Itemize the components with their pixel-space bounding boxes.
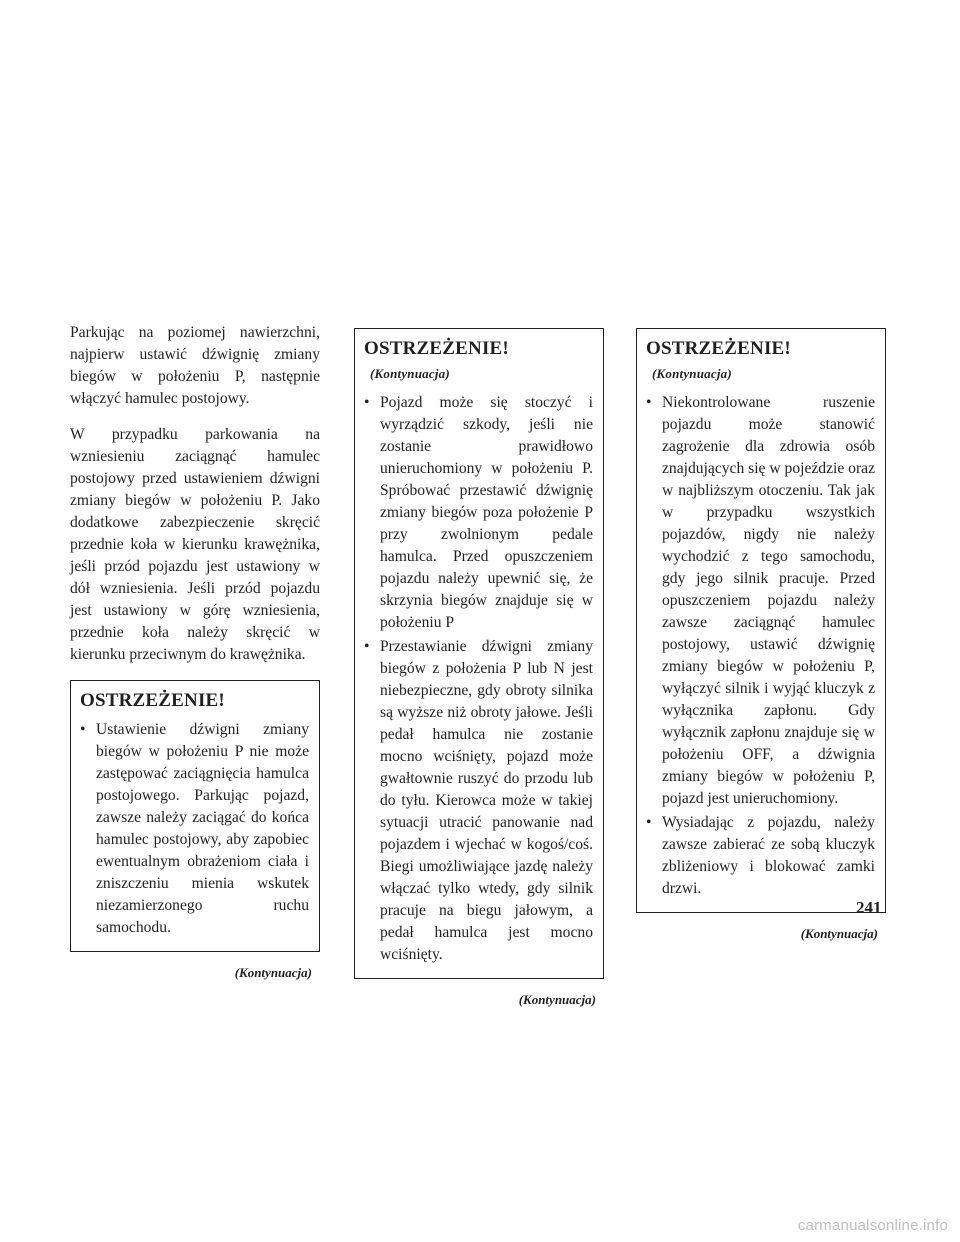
- middle-column: [354, 328, 604, 1011]
- warning-bullet-item: [364, 636, 593, 966]
- warning-title: [364, 337, 593, 386]
- page-number: 241: [856, 898, 882, 917]
- warning-title-text: OSTRZEŻENIE!: [80, 690, 225, 711]
- warning-bullet-item: [646, 392, 875, 810]
- warning-bullet-text: Pojazd może się stoczyć i wyrządzić szkody, jeśli nie zostanie prawidłowo unieruchomiony w położeniu P. Spróbować przestawić dźwignię zmiany biegów poza położenie P przy zwolnionym pedale hamulca. Przed opuszczeniem pojazdu należy upewnić się, że skrzynia biegów znajduje się w położeniu P: [380, 394, 593, 631]
- warning-bullet-text: Ustawienie dźwigni zmiany biegów w położeniu P nie może zastępować zaciągnięcia hamulca postojowego. Parkując pojazd, zawsze należy zaciągać do końca hamulec postojowy, aby zapobiec ewentualnym obrażeniom ciała i zniszczeniu mienia wskutek niezamierzonego ruchu samochodu.: [96, 721, 309, 936]
- warning-bullet-text: Przestawianie dźwigni zmiany biegów z położenia P lub N jest niebezpieczne, gdy obroty silnika są wyższe niż obroty jałowe. Jeśli pedał hamulca nie zostanie mocno wciśnięty, pojazd może gwałtownie ruszyć do przodu lub do tyłu. Kierowca może w takiej sytuacji utracić panowanie nad pojazdem i wjechać w kogoś/coś. Biegi umożliwiające jazdę należy włączać tylko wtedy, gdy silnik pracuje na biegu jałowym, a pedał hamulca jest mocno wciśnięty.: [380, 638, 593, 963]
- continued-label: (Kontynuacja): [518, 992, 596, 1007]
- warning-bullet-text: Niekontrolowane ruszenie pojazdu może stanowić zagrożenie dla zdrowia osób znajdujących się w pojeździe oraz w najbliższym otoczeniu. Tak jak w przypadku wszystkich pojazdów, nigdy nie należy wychodzić z tego samochodu, gdy jego silnik pracuje. Przed opuszczeniem pojazdu należy zawsze zaciągnąć hamulec postojowy, ustawić dźwignię zmiany biegów w położeniu P, wyłączyć silnik i wyjąć kluczyk z wyłącznika zapłonu. Gdy wyłącznik zapłonu znajduje się w położeniu OFF, a dźwignia zmiany biegów w położeniu P, pojazd jest unieruchomiony.: [662, 394, 876, 807]
- warning-bullet-item: [364, 392, 593, 634]
- warning-title-continued: (Kontynuacja): [652, 366, 732, 381]
- right-column: [636, 328, 886, 945]
- left-column: [70, 322, 320, 984]
- bullet-icon: •: [646, 814, 652, 831]
- warning-bullet-list: [80, 719, 309, 939]
- warning-box-continued: [354, 328, 604, 979]
- bullet-icon: •: [364, 394, 370, 411]
- bullet-icon: •: [646, 394, 652, 411]
- warning-box-continued: [636, 328, 886, 913]
- bullet-icon: •: [364, 638, 370, 655]
- warning-bullet-item: [646, 812, 875, 900]
- paragraph-parking-flat: Parkując na poziomej nawierzchni, najpierw ustawić dźwignię zmiany biegów w położeniu P, następnie włączyć hamulec postojowy.: [70, 324, 320, 407]
- warning-title-text: OSTRZEŻENIE!: [364, 338, 509, 359]
- warning-title-continued: (Kontynuacja): [370, 366, 450, 381]
- warning-bullet-text: Wysiadając z pojazdu, należy zawsze zabierać ze sobą kluczyk zbliżeniowy i blokować zamki drzwi.: [662, 814, 875, 897]
- continued-label: (Kontynuacja): [234, 965, 312, 980]
- warning-bullet-item: [80, 719, 309, 939]
- bullet-icon: •: [80, 721, 86, 738]
- warning-title: [80, 689, 309, 713]
- warning-bullet-list: [646, 392, 875, 900]
- continued-label: (Kontynuacja): [800, 926, 878, 941]
- warning-bullet-list: [364, 392, 593, 966]
- warning-title: [646, 337, 875, 386]
- watermark-logo: carmanualsonline.info: [797, 1217, 948, 1234]
- warning-box: [70, 680, 320, 952]
- paragraph-parking-slope: W przypadku parkowania na wzniesieniu zaciągnąć hamulec postojowy przed ustawieniem dźwigni zmiany biegów w położeniu P. Jako dodatkowe zabezpieczenie skręcić przednie koła w kierunku krawężnika, jeśli przód pojazdu jest ustawiony w dół wzniesienia. Jeśli przód pojazdu jest ustawiony w górę wzniesienia, przednie koła należy skręcić w kierunku przeciwnym do krawężnika.: [70, 426, 320, 663]
- warning-title-text: OSTRZEŻENIE!: [646, 338, 791, 359]
